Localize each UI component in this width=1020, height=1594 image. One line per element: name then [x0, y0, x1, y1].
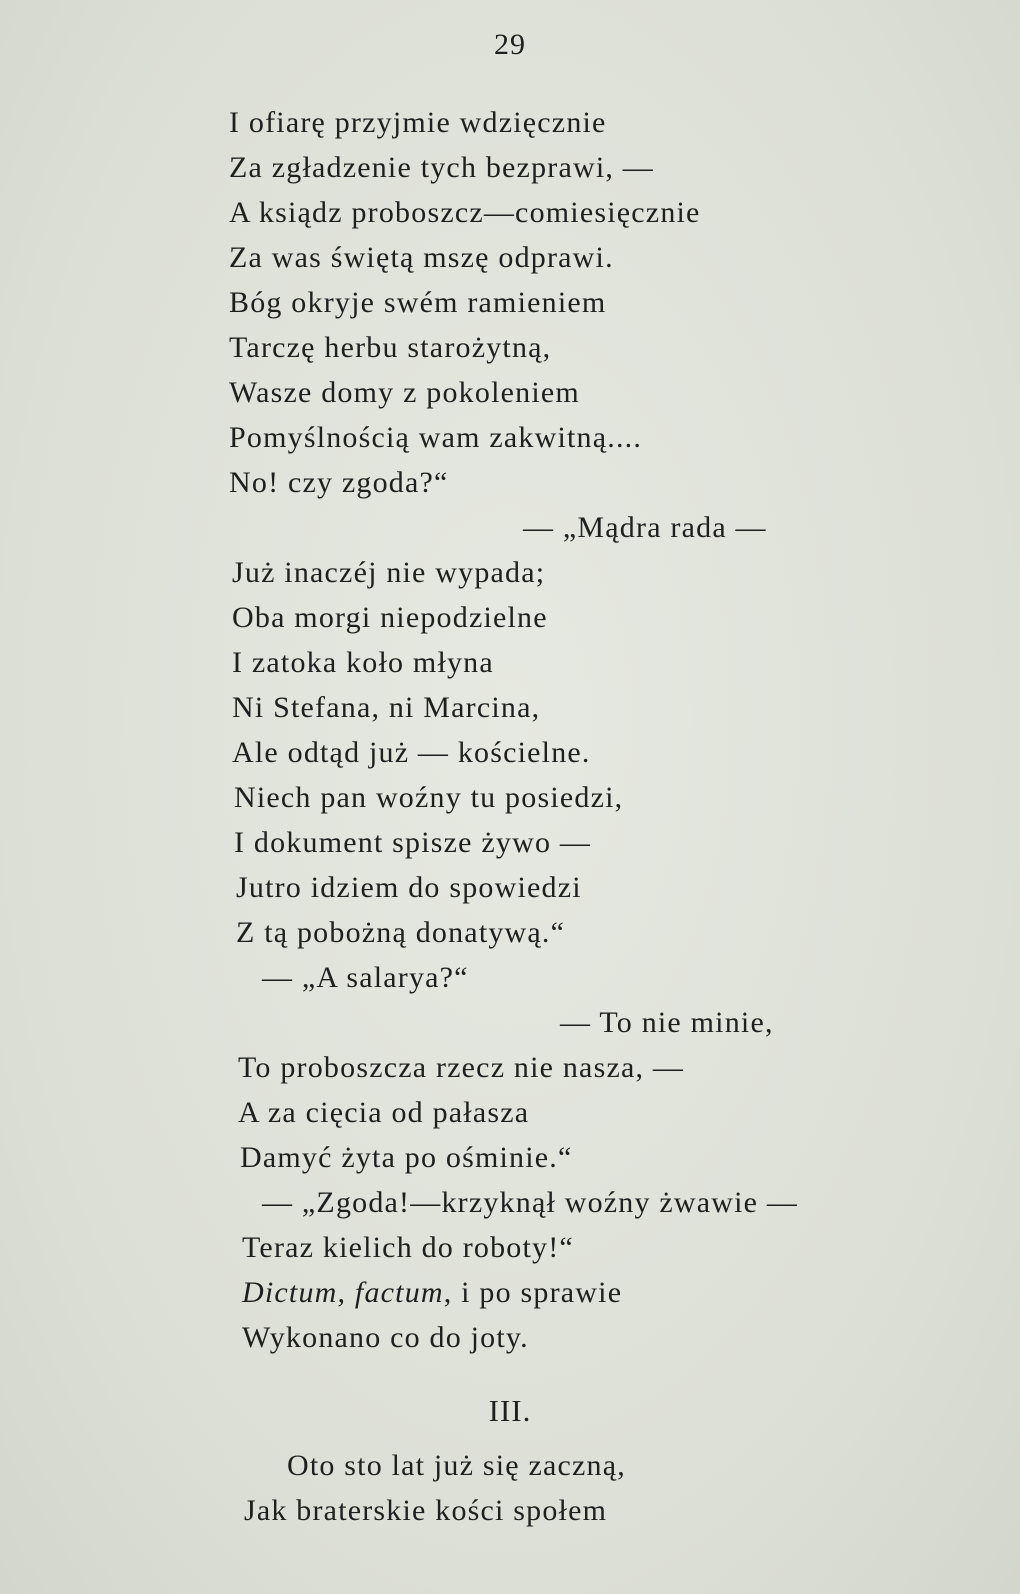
poem-line: Wasze domy z pokoleniem	[229, 376, 580, 409]
poem-line: — „Zgoda!—krzyknął woźny żwawie —	[262, 1186, 799, 1219]
poem-line: No! czy zgoda?“	[229, 466, 449, 499]
poem-line: Za was świętą mszę odprawi.	[229, 241, 614, 274]
poem-line: Wykonano co do joty.	[242, 1321, 529, 1354]
poem-line: — „A salarya?“	[262, 961, 469, 994]
poem-line: Tarczę herbu starożytną,	[229, 331, 552, 364]
poem-line: Pomyślnością wam zakwitną....	[229, 421, 643, 454]
section-line: Jak braterskie kości społem	[244, 1494, 608, 1527]
poem-line: Niech pan woźny tu posiedzi,	[234, 781, 624, 814]
page-number: 29	[494, 28, 526, 61]
poem-line: Z tą pobożną donatywą.“	[236, 916, 566, 949]
poem-line: — „Mądra rada —	[523, 511, 767, 544]
poem-line: A ksiądz proboszcz—comiesięcznie	[229, 196, 701, 229]
poem-line: To proboszcza rzecz nie nasza, —	[238, 1051, 685, 1084]
poem-line: I dokument spisze żywo —	[234, 826, 592, 859]
line-rest: , i po sprawie	[443, 1276, 623, 1309]
poem-line: Ni Stefana, ni Marcina,	[232, 691, 541, 724]
poem-line: Już inaczéj nie wypada;	[232, 556, 546, 589]
poem-line: Bóg okryje swém ramieniem	[229, 286, 607, 319]
italic-phrase: Dictum, factum	[242, 1276, 444, 1309]
poem-line	[242, 1275, 622, 1311]
poem-line: I zatoka koło młyna	[232, 646, 494, 679]
poem-line: Ale odtąd już — kościelne.	[232, 736, 591, 769]
section-line: Oto sto lat już się zaczną,	[287, 1449, 626, 1482]
poem-line: — To nie minie,	[560, 1006, 774, 1039]
poem-line: A za cięcia od pałasza	[238, 1096, 530, 1129]
poem-line: Jutro idziem do spowiedzi	[236, 871, 582, 904]
poem-line: I ofiarę przyjmie wdzięcznie	[229, 106, 607, 139]
poem-line: Damyć żyta po ośminie.“	[240, 1141, 573, 1174]
poem-line: Za zgładzenie tych bezprawi, —	[229, 151, 654, 184]
poem-line: Oba morgi niepodzielne	[232, 601, 548, 634]
poem-line: Teraz kielich do roboty!“	[242, 1231, 574, 1264]
section-heading: III.	[488, 1393, 532, 1428]
